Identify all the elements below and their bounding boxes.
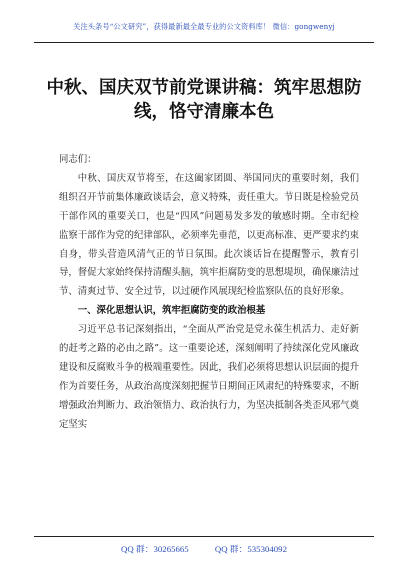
footer (0, 542, 408, 555)
footer-qq-group-1: QQ 群：30265665 (121, 544, 189, 554)
footer-divider (34, 536, 374, 537)
section-paragraph: 习近平总书记深刻指出，“全面从严治党是党永葆生机活力、走好新的赶考之路的必由之路”。这一重要论述，深刻阐明了持续深化党风廉政建设和反腐败斗争的极端重要性。因此，我们必须将思想认识层面的提升作为首要任务，从政治高度深刻把握节日期间正风肃纪的特殊要求，不断增强政治判断力、政治领悟力、政治执行力，为坚决抵制各类歪风邪气奠定坚实 (59, 324, 360, 430)
salutation: 同志们： (59, 154, 97, 165)
footer-qq-group-2: QQ 群：535304092 (214, 544, 287, 554)
document-title: 中秋、国庆双节前党课讲稿：筑牢思想防线，恪守清廉本色 (46, 78, 362, 122)
header-divider (34, 42, 374, 43)
header-banner: 关注头条号“公文研究”，获得最新最全最专业的公文资料库！ 微信：gongwenyj (73, 22, 335, 31)
document-body (59, 151, 359, 435)
intro-paragraph: 中秋、国庆双节将至，在这阖家团圆、举国同庆的重要时刻，我们组织召开节前集体廉政谈话会，意义特殊，责任重大。节日既是检验党员干部作风的重要关口，也是“四风”问题易发多发的敏感时期。全市纪检监察干部作为党的纪律部队，必须率先垂范，以更高标准、更严要求约束自身，带头营造风清气正的节日氛围。此次谈话旨在提醒警示，教育引导，督促大家始终保持清醒头脑，筑牢拒腐防变的思想堤坝，确保廉洁过节、清爽过节、安全过节，以过硬作风展现纪检监察队伍的良好形象。 (59, 172, 360, 298)
section-heading: 一、深化思想认识，筑牢拒腐防变的政治根基 (77, 305, 266, 317)
